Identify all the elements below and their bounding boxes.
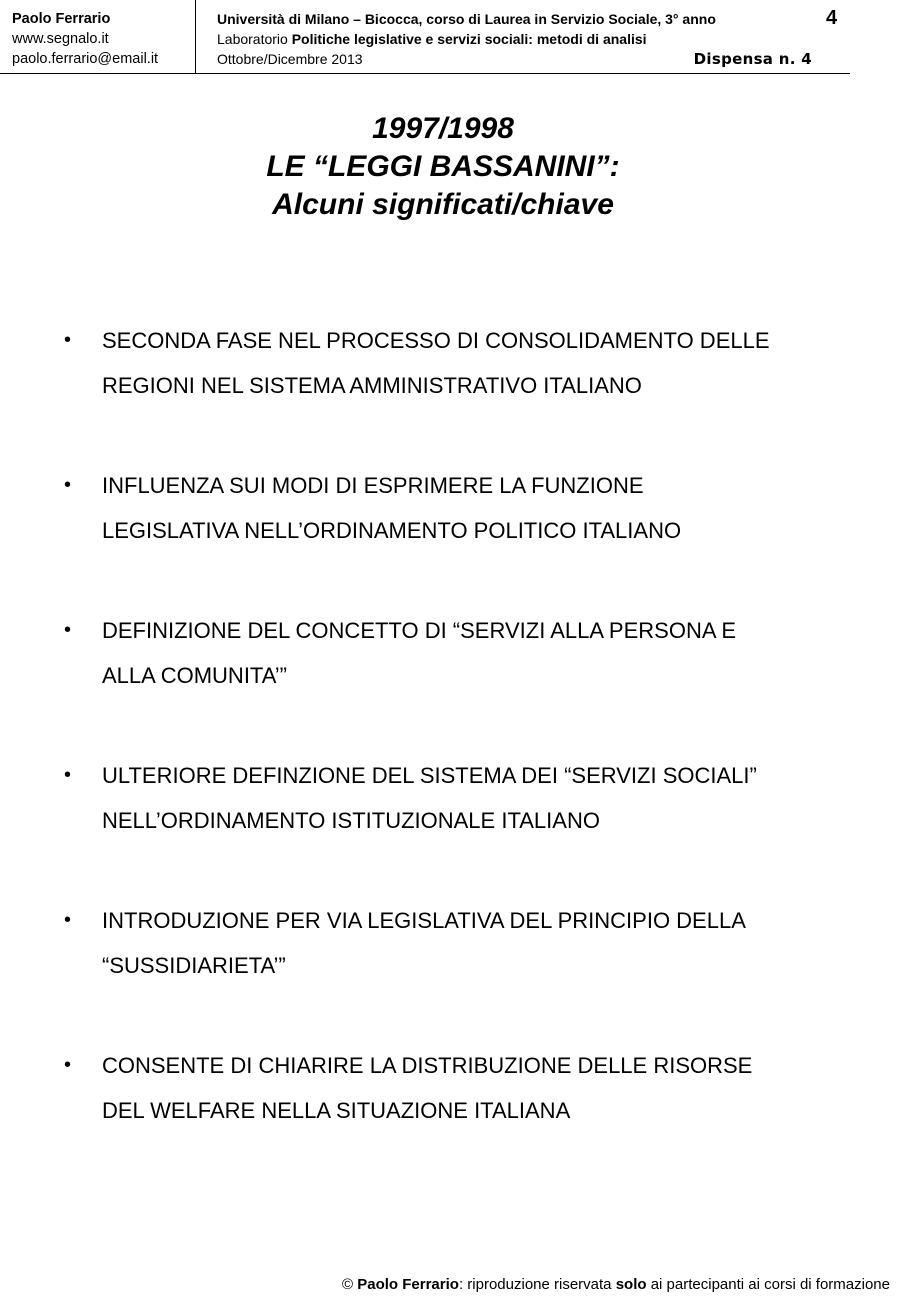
bullet-icon: • [64,1054,72,1076]
header-rule [0,73,850,74]
list-item [0,753,900,898]
bullet-text: INFLUENZA SUI MODI DI ESPRIMERE LA FUNZIONE LEGISLATIVA NELL’ORDINAMENTO POLITICO ITALIANO [102,473,682,543]
bullet-text: CONSENTE DI CHIARIRE LA DISTRIBUZIONE DELLE RISORSE DEL WELFARE NELLA SITUAZIONE ITALIANA [102,1053,753,1123]
page-title [0,110,886,224]
bullet-icon: • [64,474,72,496]
dispensa-label: Dispensa n. 4 [693,50,812,68]
bullet-icon: • [64,909,72,931]
copyright-footer [342,1276,890,1293]
bullet-text: SECONDA FASE NEL PROCESSO DI CONSOLIDAMENTO DELLE REGIONI NEL SISTEMA AMMINISTRATIVO ITALIANO [102,328,770,398]
course-line: Università di Milano – Bicocca, corso di Laurea in Servizio Sociale, 3° anno [217,11,716,27]
bullet-icon: • [64,764,72,786]
list-item [0,318,900,463]
course-period: Ottobre/Dicembre 2013 [217,51,363,67]
bullet-icon: • [64,329,72,351]
bullet-text: INTRODUZIONE PER VIA LEGISLATIVA DEL PRINCIPIO DELLA “SUSSIDIARIETA’” [102,908,746,978]
title-year: 1997/1998 [372,112,514,145]
bullet-text: ULTERIORE DEFINZIONE DEL SISTEMA DEI “SERVIZI SOCIALI” NELL’ORDINAMENTO ISTITUZIONALE ITALIANO [102,763,757,833]
author-info [12,9,192,69]
list-item [0,463,900,608]
footer-solo: solo [615,1276,647,1293]
bullet-icon: • [64,619,72,641]
bullet-list [0,318,900,1188]
lab-line [217,29,817,49]
list-item [0,898,900,1043]
author-name: Paolo Ferrario [12,11,111,27]
author-email: paolo.ferrario@email.it [12,51,159,67]
lab-prefix: Laboratorio [217,31,292,47]
copyright-symbol: © [342,1276,358,1293]
footer-text-b: ai partecipanti ai corsi di formazione [646,1276,890,1293]
list-item [0,608,900,753]
footer-text-a: : riproduzione riservata [458,1276,616,1293]
title-subtitle: Alcuni significati/chiave [272,188,614,221]
footer-author: Paolo Ferrario [357,1276,459,1293]
title-main: LE “LEGGI BASSANINI”: [266,150,620,183]
header-divider [195,0,196,74]
page-number: 4 [826,7,838,29]
bullet-text: DEFINIZIONE DEL CONCETTO DI “SERVIZI ALLA PERSONA E ALLA COMUNITA’” [102,618,737,688]
author-website: www.segnalo.it [12,31,109,47]
lab-title: Politiche legislative e servizi sociali: metodi di analisi [291,31,647,47]
list-item [0,1043,900,1188]
